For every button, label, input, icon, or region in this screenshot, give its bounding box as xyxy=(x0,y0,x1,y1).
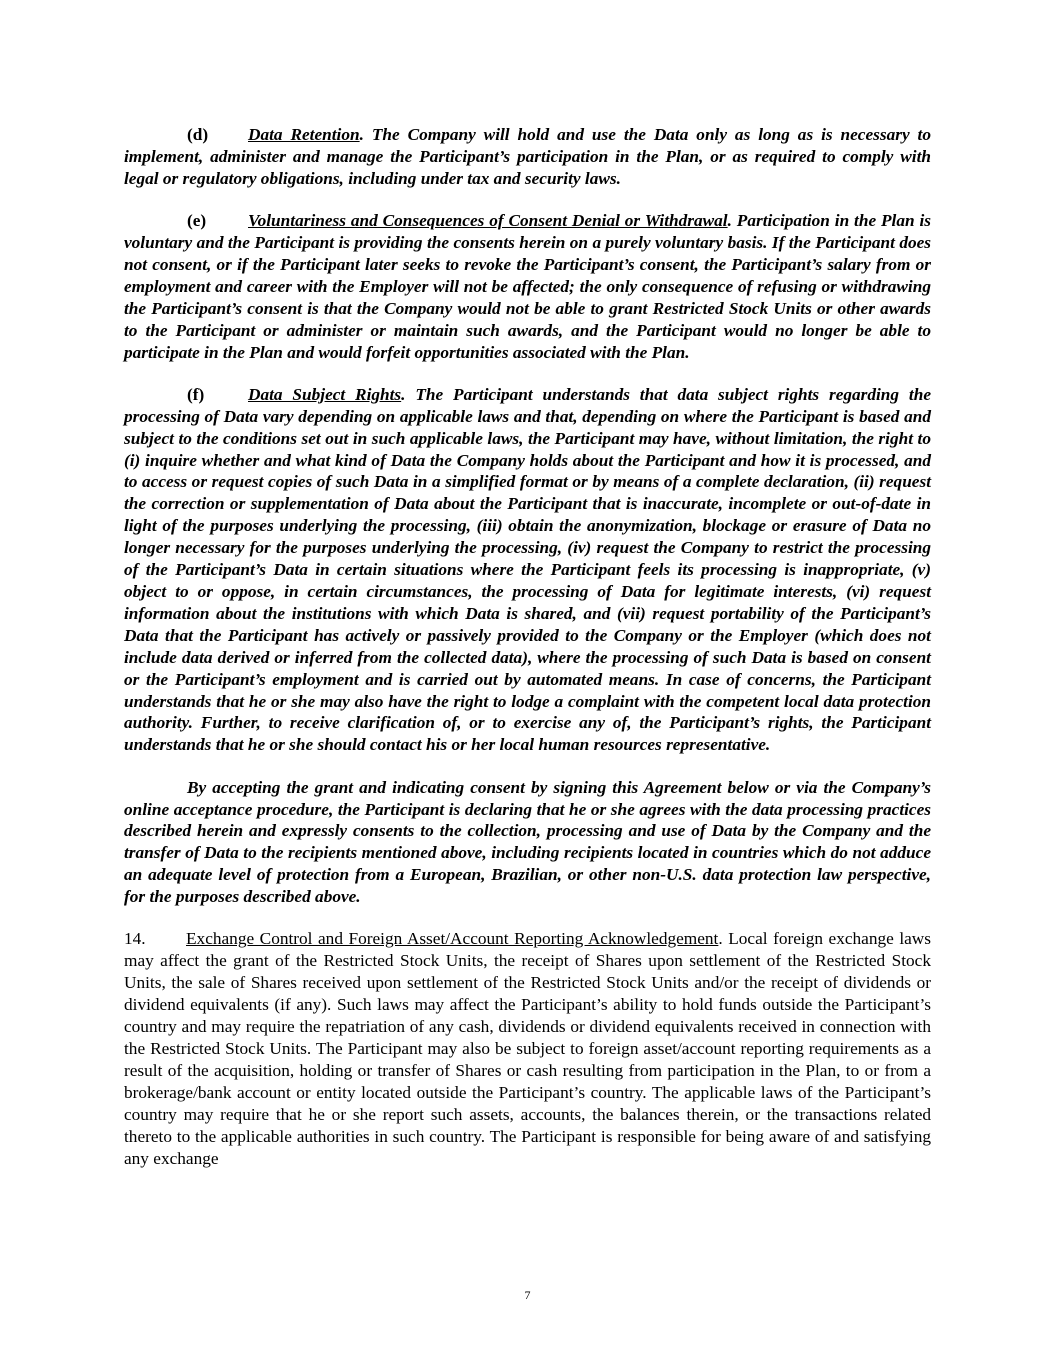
section-f-data-subject-rights xyxy=(124,384,931,756)
document-page xyxy=(124,124,931,1169)
section-14-exchange-control xyxy=(124,928,931,1169)
section-e-marker: (e) xyxy=(187,211,207,231)
section-d-marker: (d) xyxy=(187,125,209,144)
section-e-heading: Voluntariness and Consequences of Consent Denial or Withdrawal xyxy=(248,211,728,231)
section-d-data-retention xyxy=(124,124,931,190)
section-14-body: . Local foreign exchange laws may affect the grant of the Restricted Stock Units, the receipt of Shares upon settlement of the Restricted Stock Units, the sale of Shares received upon settlement of the Restricted Stock Units and/or the receipt of dividends or dividend equivalents (if any). Such laws may affect the Participant’s ability to hold funds outside the Participant’s country and may require the repatriation of any cash, dividends or dividend equivalents received in connection with the Restricted Stock Units. The Participant may also be subject to foreign asset/account reporting requirements as a result of the acquisition, holding or transfer of Shares or cash resulting from participation in the Plan, to or from a brokerage/bank account or entity located outside the Participant’s country. The applicable laws of the Participant’s country may require that he or she report such assets, accounts, the balances therein, or the transactions related thereto to the applicable authorities in such country. The Participant is responsible for being aware of and satisfying any exchange xyxy=(124,929,931,1168)
section-f-marker: (f) xyxy=(187,384,205,404)
section-14-number: 14. xyxy=(124,929,146,949)
consent-body: By accepting the grant and indicating consent by signing this Agreement below or via the Company’s online acceptance procedure, the Participant is declaring that he or she agrees with the data processing practices described herein and expressly consents to the collection, processing and use of Data by the Company and the transfer of Data to the recipients mentioned above, including recipients located in countries which do not adduce an adequate level of protection from a European, Brazilian, or other non-U.S. data protection law perspective, for the purposes described above. xyxy=(124,777,931,907)
section-e-voluntariness xyxy=(124,210,931,363)
section-14-heading: Exchange Control and Foreign Asset/Account Reporting Acknowledgement xyxy=(186,929,719,949)
consent-paragraph xyxy=(124,777,931,908)
section-e-body: . Participation in the Plan is voluntary and the Participant is providing the consents herein on a purely voluntary basis. If the Participant does not consent, or if the Participant later seeks to revoke the Participant’s consent, the Participant’s salary from or employment and career with the Employer will not be affected; the only consequence of refusing or withdrawing the Participant’s consent is that the Company would not be able to grant Restricted Stock Units or other awards to the Participant or administer or maintain such awards, and the Participant would no longer be able to participate in the Plan and would forfeit opportunities associated with the Plan. xyxy=(124,211,931,362)
page-number: 7 xyxy=(524,1288,531,1302)
section-d-body: . The Company will hold and use the Data only as long as is necessary to implement, administer and manage the Participant’s participation in the Plan, or as required to comply with legal or regulatory obligations, including under tax and security laws. xyxy=(124,125,931,188)
section-f-heading: Data Subject Rights xyxy=(248,384,402,404)
section-f-body: . The Participant understands that data subject rights regarding the processing of Data vary depending on applicable laws and that, depending on where the Participant is based and subject to the conditions set out in such applicable laws, the Participant may have, without limitation, the right to (i) inquire whether and what kind of Data the Company holds about the Participant and how it is processed, and to access or request copies of such Data in a simplified format or by means of a complete declaration, (ii) request the correction or supplementation of Data about the Participant that is inaccurate, incomplete or out-of-date in light of the purposes underlying the processing, (iii) obtain the anonymization, blockage or erasure of Data no longer necessary for the purposes underlying the processing, (iv) request the Company to restrict the processing of the Participant’s Data in certain situations where the Participant feels its processing is inappropriate, (v) object to or oppose, in certain circumstances, the processing of Data for legitimate interests, (vi) request information about the institutions with which Data is shared, and (vii) request portability of the Participant’s Data that the Participant has actively or passively provided to the Company or the Employer (which does not include data derived or inferred from the collected data), where the processing of such Data is based on consent or the Participant’s employment and is carried out by automated means. In case of concerns, the Participant understands that he or she may also have the right to lodge a complaint with the competent local data protection authority. Further, to receive clarification of, or to exercise any of, the Participant’s rights, the Participant understands that he or she should contact his or her local human resources representative. xyxy=(124,384,931,755)
section-d-heading: Data Retention xyxy=(248,125,360,144)
